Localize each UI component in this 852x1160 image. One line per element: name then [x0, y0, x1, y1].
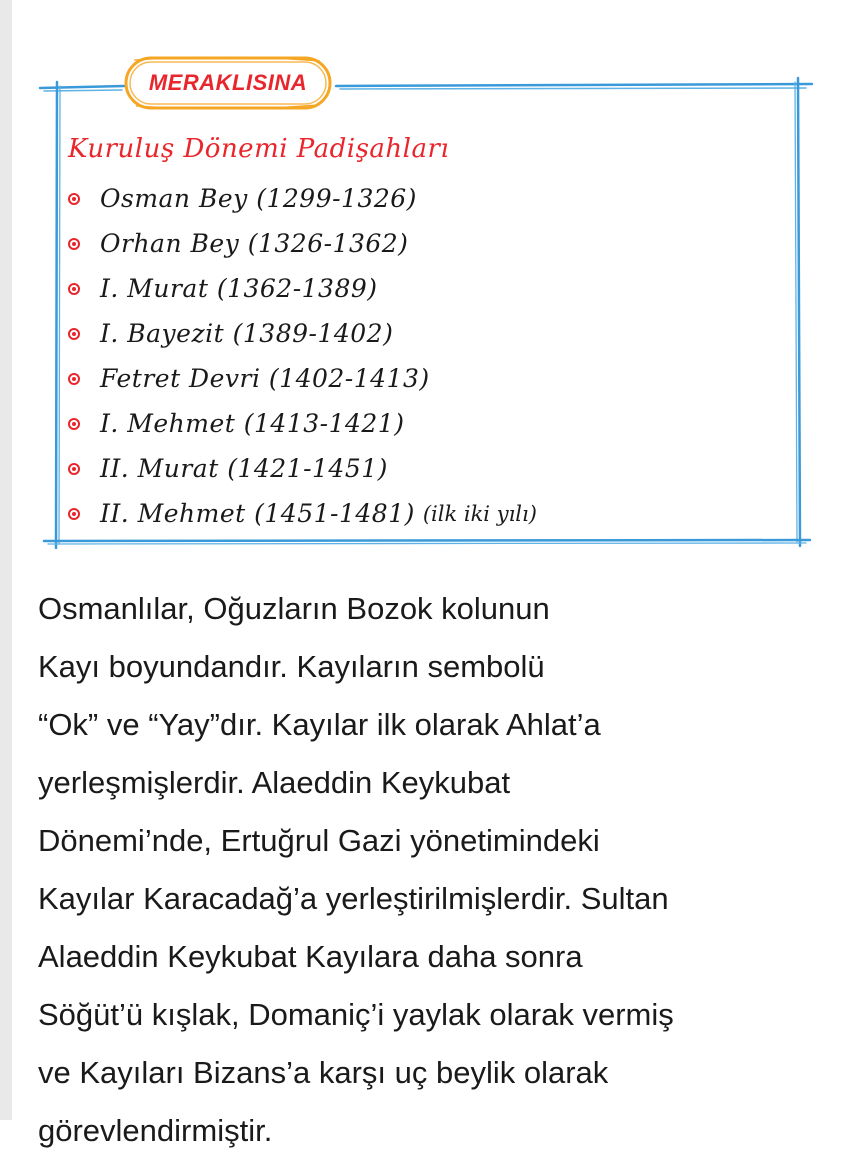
- paragraph-line: Söğüt’ü kışlak, Domaniç’i yaylak olarak vermiş: [38, 997, 674, 1032]
- paragraph-line: görevlendirmiştir.: [38, 1113, 273, 1148]
- list-item: [68, 221, 537, 266]
- badge-label: MERAKLISINA: [148, 70, 308, 95]
- ruler-name: II. Murat (1421-1451): [100, 454, 388, 483]
- bullet-icon: [68, 238, 80, 250]
- bullet-icon: [68, 508, 80, 520]
- paragraph-line: “Ok” ve “Yay”dır. Kayılar ilk olarak Ahlat’a: [38, 707, 601, 742]
- paragraph-line: Dönemi’nde, Ertuğrul Gazi yönetimindeki: [38, 823, 600, 858]
- list-item: [68, 356, 537, 401]
- paragraph-line: Kayılar Karacadağ’a yerleştirilmişlerdir. Sultan: [38, 881, 669, 916]
- bullet-icon: [68, 328, 80, 340]
- list-item: [68, 491, 537, 536]
- list-item: [68, 446, 537, 491]
- ruler-name: II. Mehmet (1451-1481): [100, 499, 415, 528]
- bullet-icon: [68, 373, 80, 385]
- bullet-icon: [68, 418, 80, 430]
- ruler-list: [68, 176, 537, 536]
- ruler-name: I. Mehmet (1413-1421): [100, 409, 405, 438]
- paragraph-line: Kayı boyundandır. Kayıların sembolü: [38, 649, 545, 684]
- ruler-name: I. Bayezit (1389-1402): [100, 319, 394, 348]
- ruler-name: I. Murat (1362-1389): [100, 274, 378, 303]
- list-item: [68, 176, 537, 221]
- ruler-note: (ilk iki yılı): [422, 501, 537, 526]
- ruler-name: Osman Bey (1299-1326): [100, 184, 417, 213]
- list-item: [68, 266, 537, 311]
- bullet-icon: [68, 283, 80, 295]
- paragraph-line: ve Kayıları Bizans’a karşı uç beylik olarak: [38, 1055, 609, 1090]
- list-item: [68, 401, 537, 446]
- list-item: [68, 311, 537, 356]
- ruler-name: Orhan Bey (1326-1362): [100, 229, 409, 258]
- body-paragraph: [38, 580, 838, 1160]
- paragraph-line: yerleşmişlerdir. Alaeddin Keykubat: [38, 765, 511, 800]
- paragraph-line: Osmanlılar, Oğuzların Bozok kolunun: [38, 591, 550, 626]
- box-heading: Kuruluş Dönemi Padişahları: [68, 134, 450, 164]
- bullet-icon: [68, 463, 80, 475]
- bullet-icon: [68, 193, 80, 205]
- ruler-name: Fetret Devri (1402-1413): [100, 364, 430, 393]
- paragraph-line: Alaeddin Keykubat Kayılara daha sonra: [38, 939, 583, 974]
